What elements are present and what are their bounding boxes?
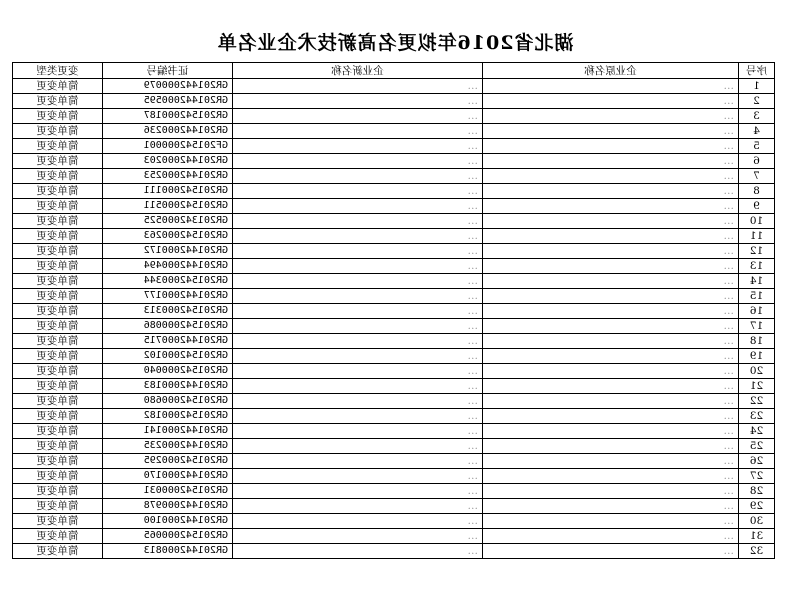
cell-new-name	[233, 169, 483, 184]
cell-num: 19	[739, 349, 775, 364]
cell-num: 12	[739, 244, 775, 259]
cell-num: 6	[739, 154, 775, 169]
cell-type: 简单变更	[13, 124, 103, 139]
cell-cert: GR201542000102	[103, 349, 233, 364]
cell-old-name	[483, 424, 739, 439]
cell-type: 简单变更	[13, 454, 103, 469]
cell-num: 10	[739, 214, 775, 229]
cell-new-name	[233, 484, 483, 499]
cell-type: 简单变更	[13, 394, 103, 409]
cell-type: 简单变更	[13, 439, 103, 454]
header-num: 序号	[739, 63, 775, 79]
cell-old-name	[483, 184, 739, 199]
cell-new-name	[233, 214, 483, 229]
table-row	[13, 229, 775, 244]
cell-type: 简单变更	[13, 484, 103, 499]
cell-new-name	[233, 349, 483, 364]
cell-num: 17	[739, 319, 775, 334]
header-cert: 证书编号	[103, 63, 233, 79]
cell-old-name	[483, 79, 739, 94]
cell-num: 29	[739, 499, 775, 514]
table-row	[13, 169, 775, 184]
cell-old-name	[483, 139, 739, 154]
cell-num: 13	[739, 259, 775, 274]
cell-type: 简单变更	[13, 184, 103, 199]
table-row	[13, 304, 775, 319]
cell-cert: GR201442000177	[103, 289, 233, 304]
cell-cert: GR201442000978	[103, 499, 233, 514]
header-old-name: 企业原名称	[483, 63, 739, 79]
cell-new-name	[233, 364, 483, 379]
cell-new-name	[233, 334, 483, 349]
cell-type: 简单变更	[13, 199, 103, 214]
cell-type: 简单变更	[13, 244, 103, 259]
cell-type: 简单变更	[13, 274, 103, 289]
cell-old-name	[483, 334, 739, 349]
cell-new-name	[233, 184, 483, 199]
cell-new-name	[233, 409, 483, 424]
cell-num: 28	[739, 484, 775, 499]
cell-type: 简单变更	[13, 364, 103, 379]
cell-cert: GR201442000183	[103, 379, 233, 394]
cell-num: 32	[739, 544, 775, 559]
table-row	[13, 409, 775, 424]
cell-old-name	[483, 469, 739, 484]
cell-old-name	[483, 544, 739, 559]
cell-type: 简单变更	[13, 289, 103, 304]
cell-num: 31	[739, 529, 775, 544]
cell-num: 21	[739, 379, 775, 394]
table-row	[13, 244, 775, 259]
table-row	[13, 364, 775, 379]
cell-type: 简单变更	[13, 79, 103, 94]
cell-cert: GR201542000511	[103, 199, 233, 214]
table-row	[13, 544, 775, 559]
cell-new-name	[233, 439, 483, 454]
cell-old-name	[483, 379, 739, 394]
table-row	[13, 499, 775, 514]
cell-new-name	[233, 454, 483, 469]
cell-new-name	[233, 289, 483, 304]
cell-new-name	[233, 424, 483, 439]
cell-type: 简单变更	[13, 109, 103, 124]
cell-old-name	[483, 94, 739, 109]
cell-old-name	[483, 154, 739, 169]
table-row	[13, 199, 775, 214]
cell-cert: GR201442000170	[103, 469, 233, 484]
cell-cert: GR201442000235	[103, 439, 233, 454]
cell-cert: GR201542000065	[103, 529, 233, 544]
cell-cert: GR201542000111	[103, 184, 233, 199]
cell-type: 简单变更	[13, 349, 103, 364]
cell-new-name	[233, 469, 483, 484]
cell-new-name	[233, 79, 483, 94]
cell-num: 25	[739, 439, 775, 454]
cell-old-name	[483, 109, 739, 124]
cell-type: 简单变更	[13, 94, 103, 109]
table-row	[13, 424, 775, 439]
cell-num: 9	[739, 199, 775, 214]
cell-type: 简单变更	[13, 544, 103, 559]
cell-num: 18	[739, 334, 775, 349]
cell-cert: GR201542000263	[103, 229, 233, 244]
table-row	[13, 274, 775, 289]
cell-type: 简单变更	[13, 499, 103, 514]
cell-new-name	[233, 499, 483, 514]
cell-num: 14	[739, 274, 775, 289]
cell-num: 23	[739, 409, 775, 424]
cell-new-name	[233, 124, 483, 139]
cell-old-name	[483, 514, 739, 529]
cell-old-name	[483, 259, 739, 274]
cell-new-name	[233, 109, 483, 124]
cell-old-name	[483, 214, 739, 229]
cell-type: 简单变更	[13, 214, 103, 229]
cell-cert: GR201542000344	[103, 274, 233, 289]
cell-cert: GR201542000680	[103, 394, 233, 409]
table-row	[13, 469, 775, 484]
cell-num: 3	[739, 109, 775, 124]
table-row	[13, 124, 775, 139]
cell-old-name	[483, 409, 739, 424]
table-row	[13, 454, 775, 469]
cell-new-name	[233, 139, 483, 154]
cell-type: 简单变更	[13, 379, 103, 394]
cell-new-name	[233, 244, 483, 259]
cell-type: 简单变更	[13, 229, 103, 244]
cell-cert: GR201542000313	[103, 304, 233, 319]
cell-new-name	[233, 319, 483, 334]
cell-num: 24	[739, 424, 775, 439]
cell-cert: GR201442000236	[103, 124, 233, 139]
cell-new-name	[233, 259, 483, 274]
cell-new-name	[233, 304, 483, 319]
cell-type: 简单变更	[13, 409, 103, 424]
cell-old-name	[483, 304, 739, 319]
cell-cert: GR201542000182	[103, 409, 233, 424]
cell-cert: GR201442000203	[103, 154, 233, 169]
cell-old-name	[483, 454, 739, 469]
cell-type: 简单变更	[13, 154, 103, 169]
table-row	[13, 334, 775, 349]
cell-cert: GF201542000001	[103, 139, 233, 154]
cell-new-name	[233, 199, 483, 214]
cell-new-name	[233, 514, 483, 529]
cell-cert: GR201442000595	[103, 94, 233, 109]
cell-num: 5	[739, 139, 775, 154]
cell-cert: GR201542000187	[103, 109, 233, 124]
cell-old-name	[483, 169, 739, 184]
cell-old-name	[483, 274, 739, 289]
cell-num: 15	[739, 289, 775, 304]
cell-new-name	[233, 94, 483, 109]
cell-cert: GR201442000141	[103, 424, 233, 439]
cell-num: 26	[739, 454, 775, 469]
table-row	[13, 214, 775, 229]
cell-new-name	[233, 379, 483, 394]
cell-old-name	[483, 244, 739, 259]
document-title: 湖北省2016年拟更名高新技术企业名单	[216, 32, 574, 54]
cell-old-name	[483, 439, 739, 454]
cell-cert: GR201442000813	[103, 544, 233, 559]
cell-old-name	[483, 319, 739, 334]
cell-type: 简单变更	[13, 469, 103, 484]
cell-num: 16	[739, 304, 775, 319]
cell-old-name	[483, 484, 739, 499]
cell-old-name	[483, 229, 739, 244]
table-row	[13, 94, 775, 109]
cell-cert: GR201442000253	[103, 169, 233, 184]
cell-type: 简单变更	[13, 304, 103, 319]
table-row	[13, 349, 775, 364]
cell-num: 11	[739, 229, 775, 244]
cell-new-name	[233, 154, 483, 169]
table-row	[13, 514, 775, 529]
cell-cert: GR201442000079	[103, 79, 233, 94]
company-rename-table	[12, 62, 775, 559]
table-row	[13, 79, 775, 94]
cell-type: 简单变更	[13, 424, 103, 439]
cell-num: 1	[739, 79, 775, 94]
cell-cert: GR201442000494	[103, 259, 233, 274]
cell-old-name	[483, 499, 739, 514]
cell-old-name	[483, 364, 739, 379]
table-header-row	[13, 63, 775, 79]
cell-cert: GR201542000040	[103, 364, 233, 379]
cell-new-name	[233, 274, 483, 289]
table-row	[13, 259, 775, 274]
cell-num: 7	[739, 169, 775, 184]
cell-cert: GR201542000086	[103, 319, 233, 334]
cell-new-name	[233, 394, 483, 409]
cell-cert: GR201542000295	[103, 454, 233, 469]
cell-num: 4	[739, 124, 775, 139]
cell-old-name	[483, 394, 739, 409]
cell-new-name	[233, 544, 483, 559]
table-row	[13, 529, 775, 544]
cell-type: 简单变更	[13, 259, 103, 274]
table-row	[13, 184, 775, 199]
cell-old-name	[483, 349, 739, 364]
cell-cert: GR201342000525	[103, 214, 233, 229]
cell-num: 27	[739, 469, 775, 484]
cell-cert: GR201442000172	[103, 244, 233, 259]
header-new-name: 企业新名称	[233, 63, 483, 79]
cell-new-name	[233, 529, 483, 544]
table-row	[13, 439, 775, 454]
cell-type: 简单变更	[13, 529, 103, 544]
table-row	[13, 379, 775, 394]
cell-num: 2	[739, 94, 775, 109]
cell-old-name	[483, 199, 739, 214]
cell-old-name	[483, 529, 739, 544]
cell-num: 20	[739, 364, 775, 379]
cell-type: 简单变更	[13, 319, 103, 334]
cell-cert: GR201542000031	[103, 484, 233, 499]
cell-type: 简单变更	[13, 169, 103, 184]
cell-num: 22	[739, 394, 775, 409]
cell-num: 30	[739, 514, 775, 529]
cell-old-name	[483, 289, 739, 304]
table-row	[13, 289, 775, 304]
table-row	[13, 394, 775, 409]
table-body	[13, 79, 775, 559]
cell-type: 简单变更	[13, 334, 103, 349]
table-row	[13, 154, 775, 169]
cell-cert: GR201442000715	[103, 334, 233, 349]
table-row	[13, 109, 775, 124]
cell-num: 8	[739, 184, 775, 199]
cell-cert: GR201442000100	[103, 514, 233, 529]
cell-new-name	[233, 229, 483, 244]
cell-old-name	[483, 124, 739, 139]
cell-type: 简单变更	[13, 514, 103, 529]
header-type: 变更类型	[13, 63, 103, 79]
table-row	[13, 319, 775, 334]
cell-type: 简单变更	[13, 139, 103, 154]
table-row	[13, 139, 775, 154]
table-row	[13, 484, 775, 499]
